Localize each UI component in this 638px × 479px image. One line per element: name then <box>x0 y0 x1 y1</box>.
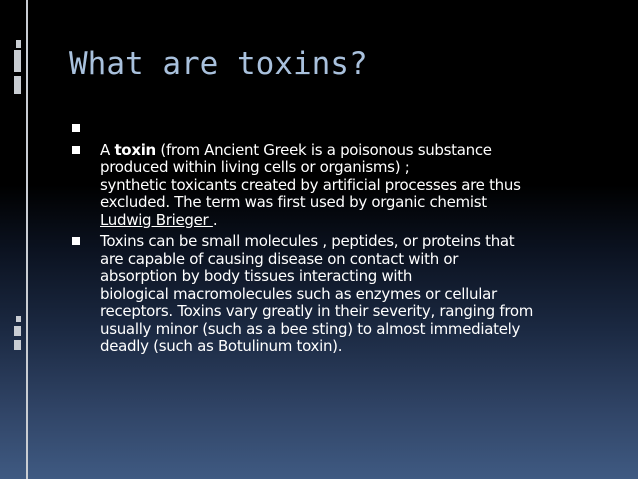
decor-bar <box>14 50 21 72</box>
bullet-line: biological macromolecules such as enzymes or cellular <box>100 284 497 303</box>
bullet-square-icon <box>72 124 80 132</box>
bullet-item <box>72 142 617 230</box>
slide-title: What are toxins? <box>69 46 368 82</box>
bullet-line: produced within living cells or organisms) ; <box>100 158 410 176</box>
bullet-line: A toxin (from Ancient Greek is a poisonous substance <box>100 140 492 159</box>
vertical-rule <box>26 0 28 479</box>
slide-body <box>72 120 617 360</box>
decor-bar <box>14 340 21 350</box>
bullet-line: excluded. The term was first used by organic chemist <box>100 193 487 211</box>
bullet-line: Ludwig Brieger . <box>100 210 218 229</box>
bullet-item <box>72 233 617 356</box>
bullet-line: synthetic toxicants created by artificial processes are thus <box>100 175 521 194</box>
bullet-square-icon <box>72 237 80 245</box>
decor-bar <box>16 316 21 322</box>
bullet-line: usually minor (such as a bee sting) to almost immediately <box>100 319 521 338</box>
bullet-item <box>72 120 617 138</box>
decor-bar <box>16 40 21 48</box>
bullet-line: receptors. Toxins vary greatly in their severity, ranging from <box>100 302 534 320</box>
ludwig-brieger-link[interactable]: Ludwig Brieger <box>100 210 213 229</box>
bullet-line: deadly (such as Botulinum toxin). <box>100 337 343 355</box>
bullet-line: absorption by body tissues interacting with <box>100 267 413 285</box>
bullet-text <box>100 120 617 138</box>
bullet-line: Toxins can be small molecules , peptides, or proteins that <box>100 232 515 250</box>
decor-bar <box>14 326 21 336</box>
decor-bar <box>14 76 21 94</box>
toxin-term: toxin <box>114 140 156 159</box>
bullet-line: are capable of causing disease on contact with or <box>100 249 459 268</box>
bullet-square-icon <box>72 146 80 154</box>
